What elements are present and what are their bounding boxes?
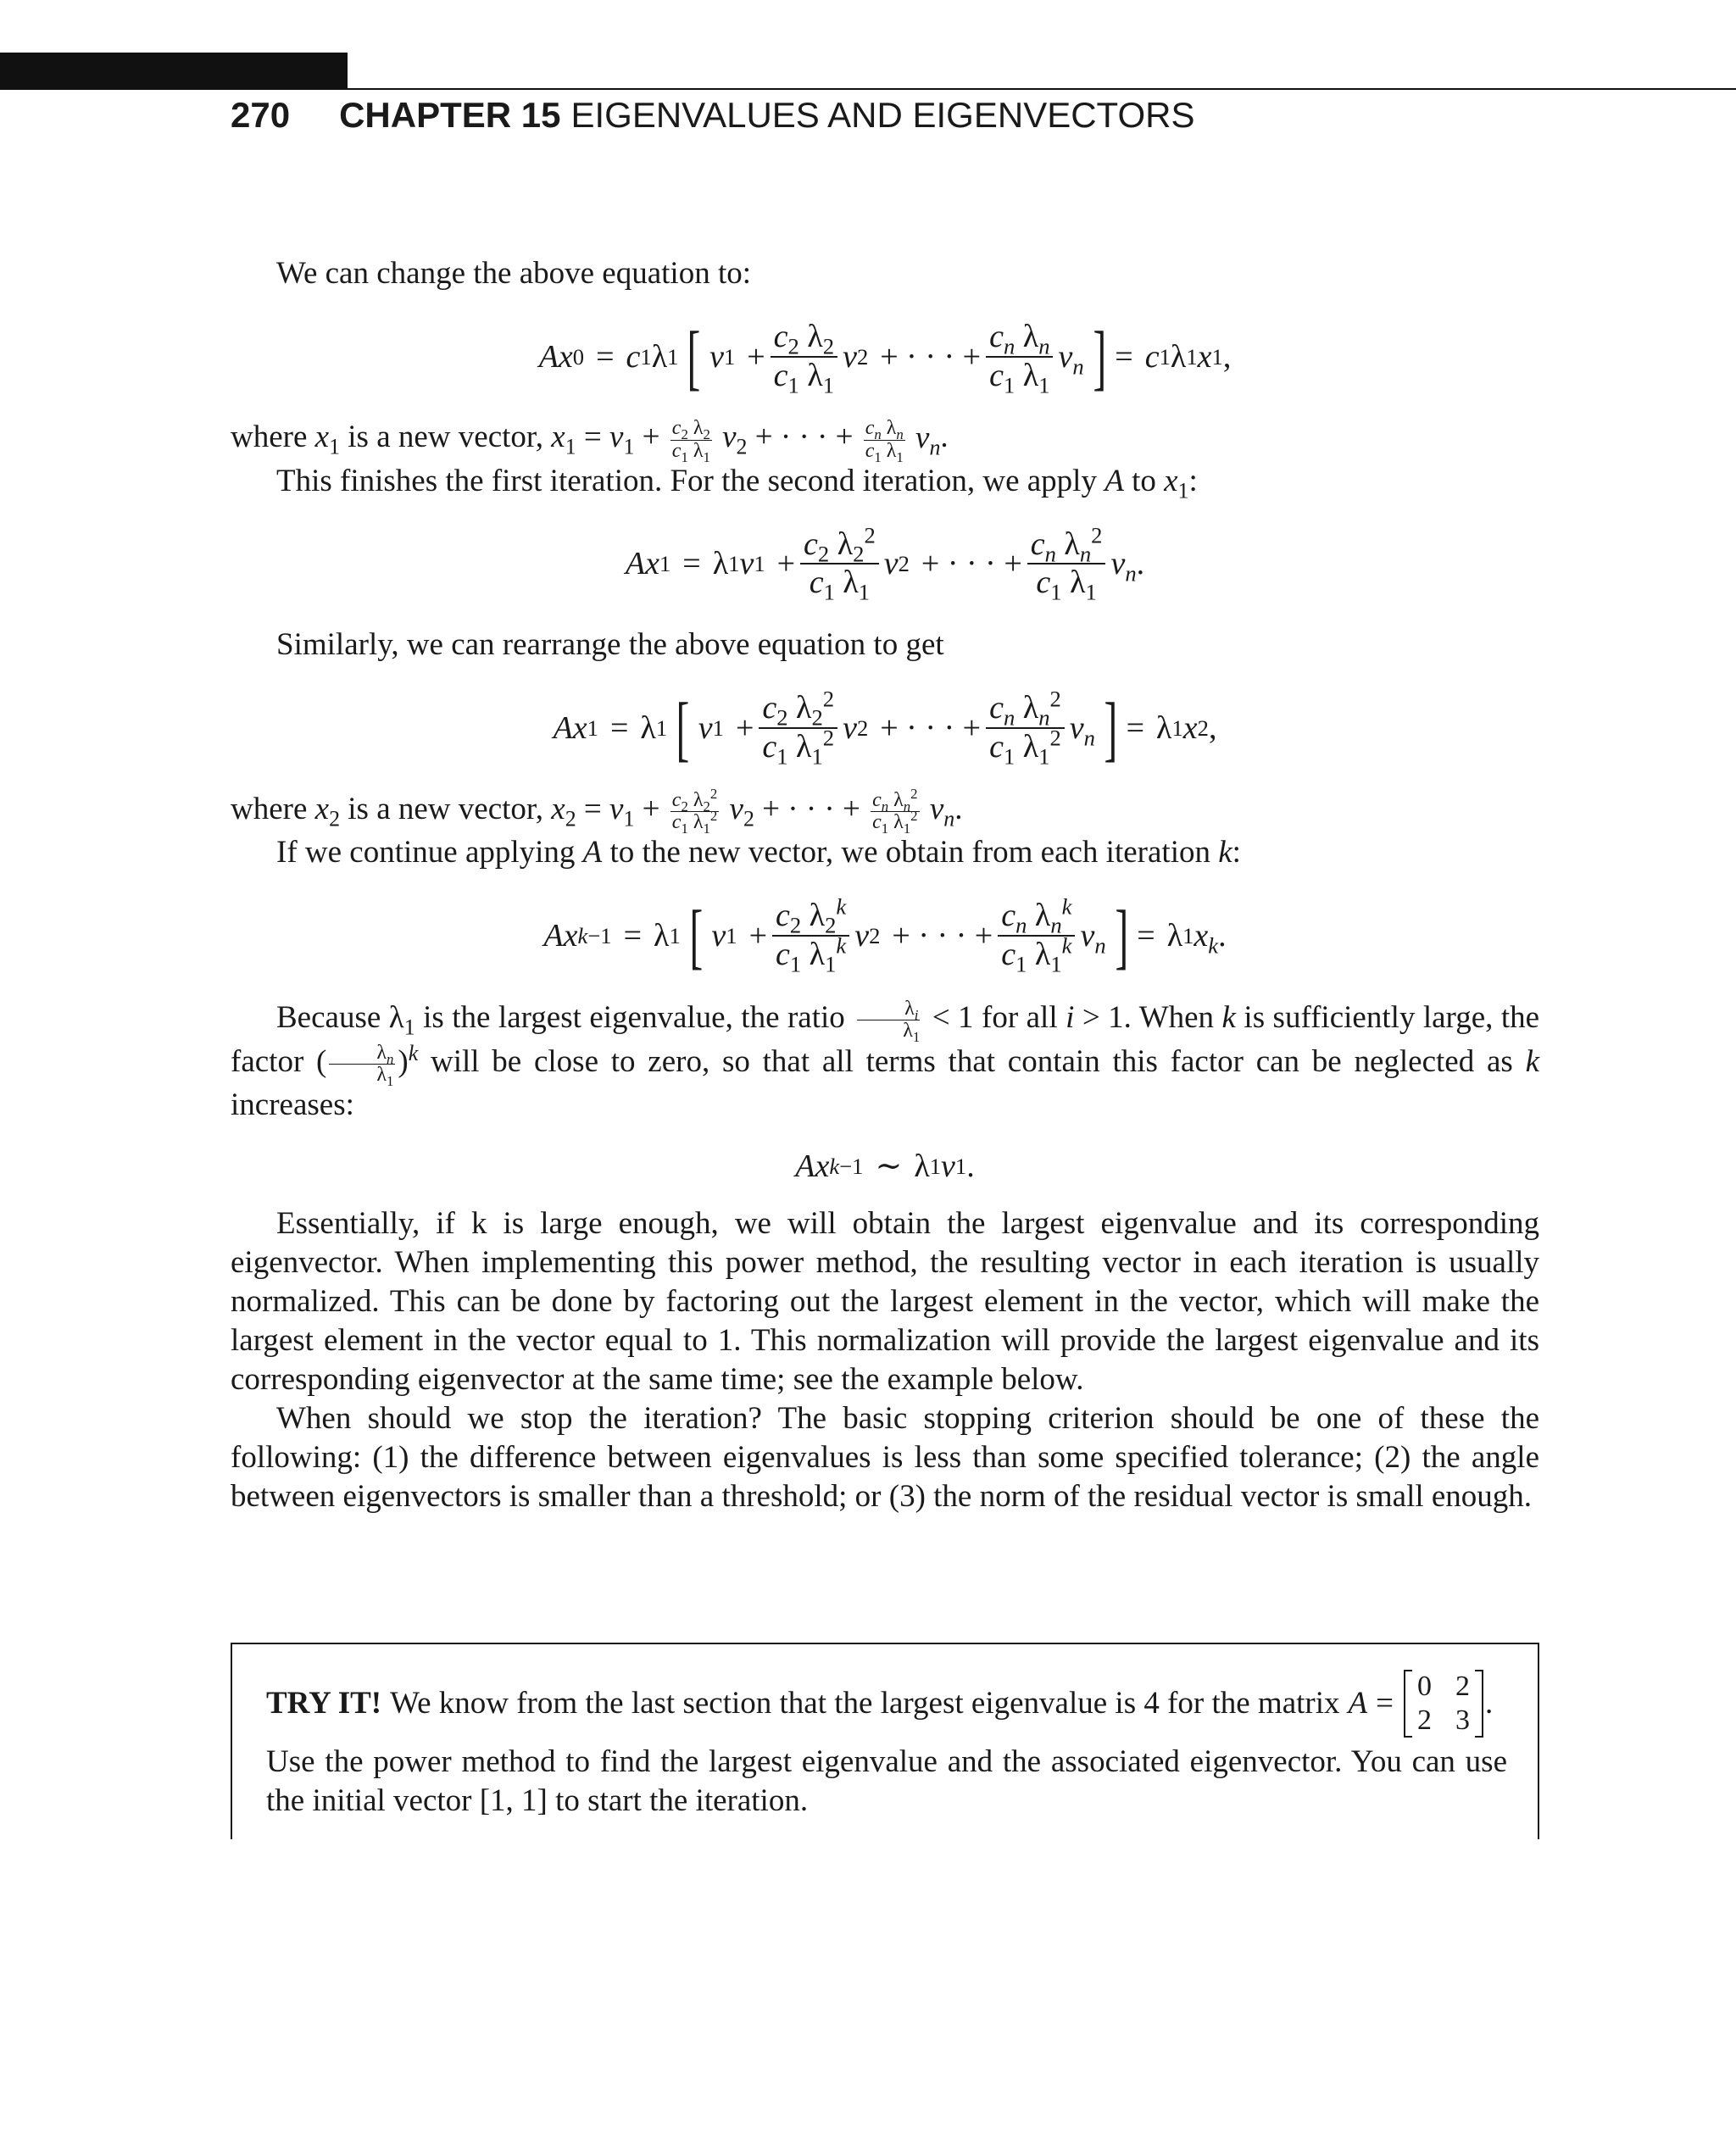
running-head (231, 95, 1194, 136)
page-number: 270 (231, 95, 291, 135)
equation-approx: A x k−1 ∼ λ 1 v 1 . (795, 1148, 975, 1184)
try-it-box (231, 1643, 1539, 1839)
page-body (231, 254, 1539, 1516)
header-bar (0, 53, 348, 90)
equation-axk: A x k−1 = λ 1 [ v 1 + $\frac{c_2 \lambda_2^k}{c_1 \lambda_1^k}$ v 2 + · · · + $\frac{c_n \lambda_n^k}{c_1 \lambda_1^k}$ $v_n$ ] = λ 1 $x_k$ . (543, 893, 1227, 977)
paragraph-8: Essentially, if k is large enough, we will obtain the largest eigenvalue and its corresponding eigenvector. When implementing this power method, the resulting vector in each iteration is usually normalized. This can be done by factoring out the largest element in the vector, which will make the largest element in the vector equal to 1. This normalization will provide the largest eigenvalue and its corresponding eigenvector at the same time; see the example below. (231, 1206, 1539, 1397)
paragraph-1: We can change the above equation to: (276, 256, 752, 291)
equation-ax1-expanded: A x 1 = λ 1 v 1 + $\frac{c_2 \lambda_2^2}{c_1 \lambda_1}$ v 2 + · · · + $\frac{c_n \lambda_n^2}{c_1 \lambda_1}$ $v_n$ . (625, 522, 1145, 606)
matrix-cell: 3 (1455, 1704, 1470, 1736)
chapter-title: EIGENVALUES AND EIGENVECTORS (570, 95, 1195, 135)
paragraph-4: Similarly, we can rearrange the above equation to get (276, 627, 944, 663)
paragraph-5: where $x_2$ is a new vector, $x_2 = v_1$ + $\frac{c_2 \lambda_2^2}{c_1 \lambda_1^2}$ $v_2$ + · · · + $\frac{c_n \lambda_n^2}{c_1 \lambda_1^2}$ $v_n$. (231, 785, 963, 837)
try-it-first-line: TRY IT! We know from the last section that the largest eigenvalue is 4 for the matrix A = 0 2 2 3 . (266, 1671, 1494, 1736)
equation-ax0: A x 0 = c 1 λ 1 [ v 1 + $\frac{c_2 \lambda_2}{c_1 \lambda_1}$ v 2 + · · · + $\frac{c_n \lambda_n}{c_1 \lambda_1}$ $v_n$ ] = c 1 λ 1 x 1 , (538, 315, 1232, 398)
paragraph-6: If we continue applying A to the new vector, we obtain from each iteration k: (276, 834, 1241, 870)
try-it-text-1: We know from the last section that the largest eigenvalue is 4 for the matrix (390, 1686, 1340, 1721)
try-it-label: TRY IT! (266, 1686, 382, 1721)
header-rule (348, 88, 1736, 90)
paragraph-2: where $x_1$ is a new vector, $x_1 = v_1$ + $\frac{c_2 \lambda_2}{c_1 \lambda_1}$ $v_2$ + · · · + $\frac{c_n \lambda_n}{c_1 \lambda_1}$ $v_n$. (231, 417, 949, 465)
chapter-label: CHAPTER 15 (339, 95, 561, 135)
try-it-text-2: Use the power method to find the largest eigenvalue and the associated eigenvector. You can use the initial vector [1, 1] to start the iteration. (266, 1744, 1507, 1818)
matrix-cell: 2 (1417, 1704, 1432, 1736)
matrix-a (1402, 1670, 1485, 1738)
paragraph-3: This finishes the first iteration. For the second iteration, we apply A to $x_1$: (276, 463, 1198, 503)
paragraph-9: When should we stop the iteration? The basic stopping criterion should be one of these the following: (1) the difference between eigenvalues is less than some specified tolerance; (2) the angle between eigenvectors is smaller than a threshold; or (3) the norm of the residual vector is small enough. (231, 1401, 1539, 1514)
matrix-cell: 2 (1455, 1671, 1470, 1702)
paragraph-7: Because $\lambda_1$ is the largest eigenvalue, the ratio $\frac{\lambda_i}{\lambda_1}$ < 1 for all i > 1. When k is sufficiently large, the factor ( $\frac{\lambda_n}{\lambda_1}$ )$^k$ will be close to zero, so that all terms that contain this factor can be neglected as k increases: (231, 998, 1540, 1122)
matrix-cell: 0 (1417, 1671, 1432, 1702)
equation-ax1-rearranged: A x 1 = λ 1 [ v 1 + $\frac{c_2 \lambda_2^2}{c_1 \lambda_1^2}$ v 2 + · · · + $\frac{c_n \lambda_n^2}{c_1 \lambda_1^2}$ $v_n$ ] = λ 1 x 2 , (553, 686, 1217, 770)
